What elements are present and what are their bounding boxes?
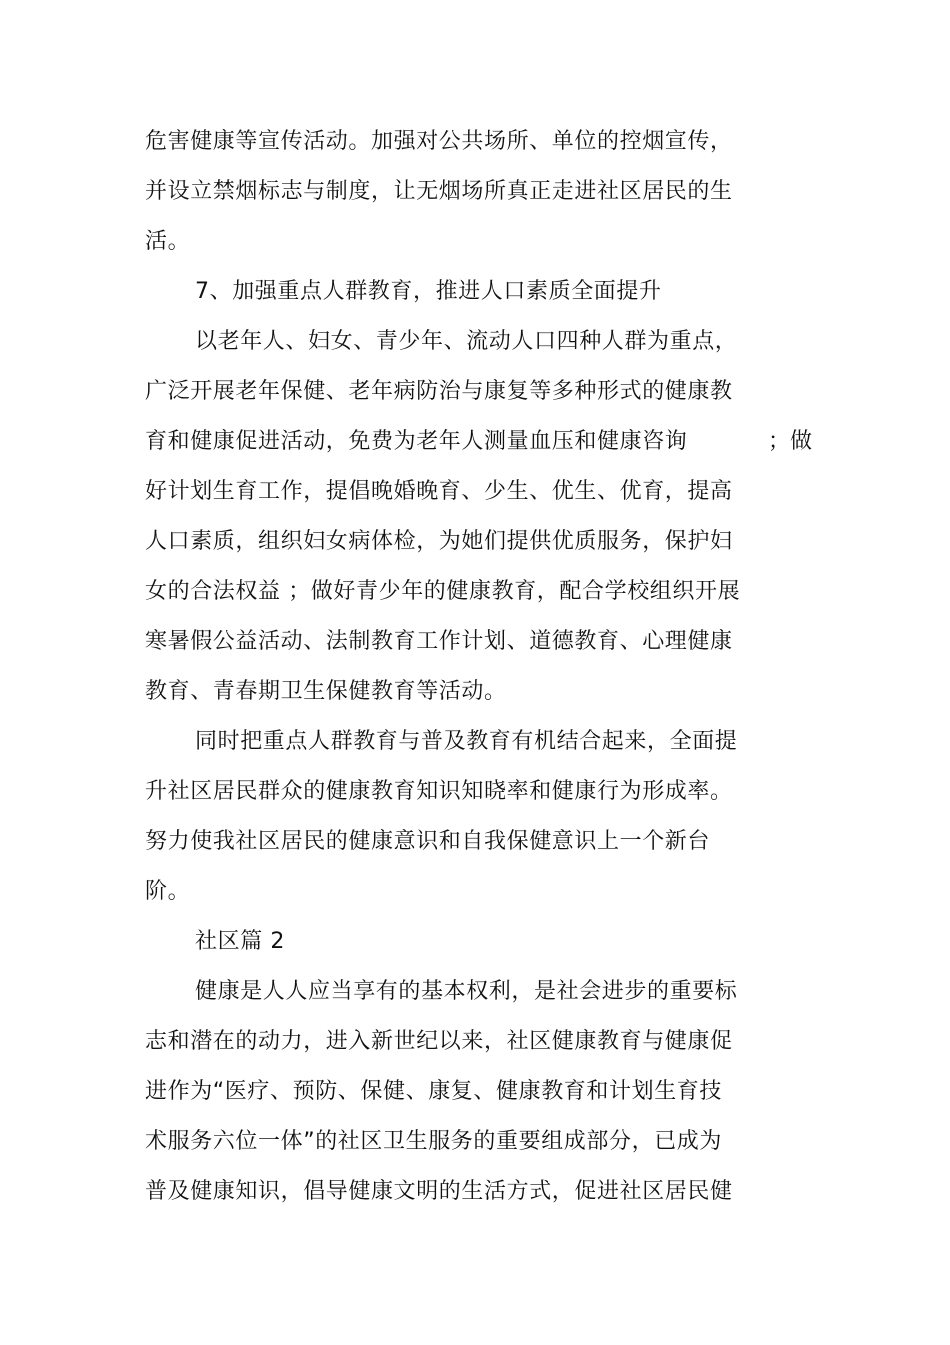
text-line: 普及健康知识，倡导健康文明的生活方式，促进社区居民健 [145, 1179, 733, 1204]
text-line: 阶。 [145, 879, 191, 904]
text-line: 术服务六位一体”的社区卫生服务的重要组成部分，已成为 [145, 1129, 722, 1154]
text-line: 并设立禁烟标志与制度，让无烟场所真正走进社区居民的生 [145, 179, 733, 204]
text-line: 升社区居民群众的健康教育知识知晓率和健康行为形成率。 [145, 779, 733, 804]
text-line: 活。 [145, 229, 191, 254]
text-line: 进作为“医疗、预防、保健、康复、健康教育和计划生育技 [145, 1079, 722, 1104]
text-line: 女的合法权益 ；做好青少年的健康教育，配合学校组织开展 [145, 579, 741, 604]
text-line: 育和健康促进活动，免费为老年人测量血压和健康咨询 [145, 429, 688, 454]
text-line-tail: ；做 [768, 429, 813, 454]
text-line: 寒暑假公益活动、法制教育工作计划、道德教育、心理健康 [145, 629, 733, 654]
text-line: 人口素质，组织妇女病体检，为她们提供优质服务，保护妇 [145, 529, 733, 554]
paragraph-start: 以老年人、妇女、青少年、流动人口四种人群为重点， [195, 329, 738, 354]
text-line: 好计划生育工作，提倡晚婚晚育、少生、优生、优育，提高 [145, 479, 733, 504]
paragraph-start: 健康是人人应当享有的基本权利，是社会进步的重要标 [195, 979, 738, 1004]
section-heading: 7、加强重点人群教育，推进人口素质全面提升 [195, 279, 662, 304]
paragraph-start: 同时把重点人群教育与普及教育有机结合起来，全面提 [195, 729, 738, 754]
text-line: 危害健康等宣传活动。加强对公共场所、单位的控烟宣传， [145, 129, 733, 154]
text-line: 志和潜在的动力，进入新世纪以来，社区健康教育与健康促 [145, 1029, 733, 1054]
text-line: 广泛开展老年保健、老年病防治与康复等多种形式的健康教 [145, 379, 733, 404]
section-title: 社区篇 2 [195, 929, 285, 954]
text-line: 努力使我社区居民的健康意识和自我保健意识上一个新台 [145, 829, 711, 854]
text-line: 教育、青春期卫生保健教育等活动。 [145, 679, 507, 704]
